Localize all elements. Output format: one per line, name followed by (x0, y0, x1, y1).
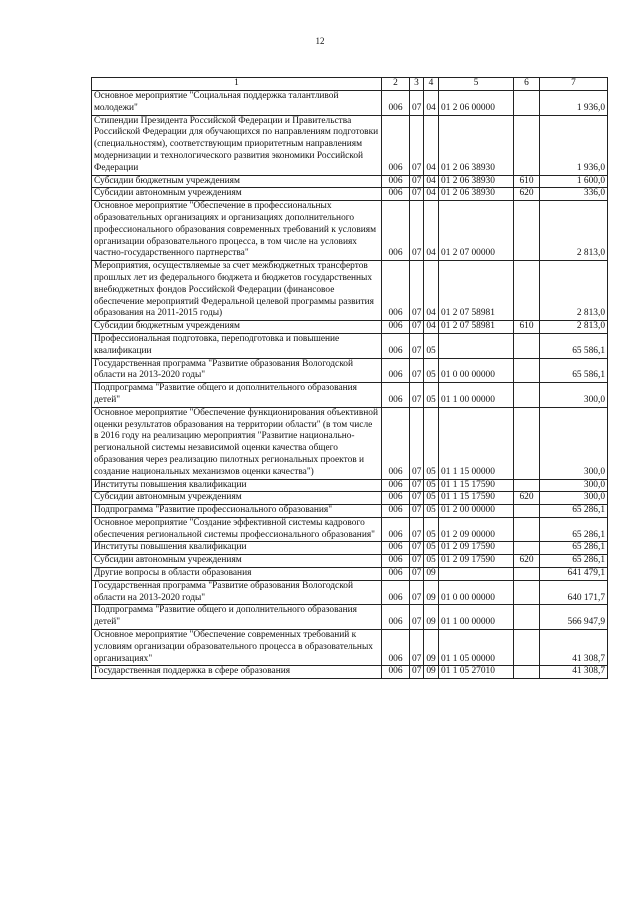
row-target-article-cell: 01 2 09 00000 (439, 517, 514, 542)
table-row (92, 555, 608, 568)
row-name-cell: Субсидии автономным учреждениям (92, 555, 382, 568)
column-header-1: 1 (92, 78, 382, 91)
row-subsection-cell: 05 (424, 505, 439, 518)
row-expense-type-cell (514, 630, 540, 666)
header-row (92, 78, 608, 91)
row-section-cell: 07 (410, 555, 424, 568)
row-name-cell: Институты повышения квалификации (92, 479, 382, 492)
table-row (92, 568, 608, 581)
row-target-article-cell: 01 2 09 17590 (439, 555, 514, 568)
row-section-cell: 07 (410, 261, 424, 321)
row-section-cell: 07 (410, 407, 424, 479)
row-amount-cell: 1 936,0 (540, 115, 608, 175)
row-grbs-cell: 006 (382, 542, 410, 555)
column-header-4: 4 (424, 78, 439, 91)
row-subsection-cell: 05 (424, 407, 439, 479)
row-section-cell: 07 (410, 605, 424, 630)
row-target-article-cell: 01 1 00 00000 (439, 383, 514, 408)
row-subsection-cell: 04 (424, 91, 439, 116)
row-name-cell: Субсидии автономным учреждениям (92, 492, 382, 505)
row-name-cell: Основное мероприятие "Обеспечение современных требований к условиям организации образовательного процесса в образовательных организациях" (92, 630, 382, 666)
row-name-cell: Основное мероприятие "Обеспечение в профессиональных образовательных организациях и организациях дополнительного профессионального образования современных требований к условиям организации образовательного процесса, в том числе на условиях частно-государственного партнерства" (92, 201, 382, 261)
row-target-article-cell: 01 2 06 00000 (439, 91, 514, 116)
row-subsection-cell: 05 (424, 555, 439, 568)
row-subsection-cell: 04 (424, 321, 439, 334)
row-amount-cell: 65 286,1 (540, 505, 608, 518)
row-amount-cell: 41 308,7 (540, 630, 608, 666)
row-target-article-cell (439, 568, 514, 581)
row-target-article-cell: 01 1 15 17590 (439, 479, 514, 492)
row-subsection-cell: 05 (424, 333, 439, 358)
row-target-article-cell: 01 2 07 00000 (439, 201, 514, 261)
column-header-6: 6 (514, 78, 540, 91)
row-expense-type-cell (514, 407, 540, 479)
table-row (92, 542, 608, 555)
row-section-cell: 07 (410, 175, 424, 188)
row-name-cell: Профессиональная подготовка, переподготовка и повышение квалификации (92, 333, 382, 358)
table-row (92, 201, 608, 261)
row-name-cell: Основное мероприятие "Обеспечение функционирования объективной оценки результатов образования на территории области" (в том числе в 2016 году на реализацию мероприятия "Развитие национально-региональной системы независимой оценки качества общего образования через реализацию пилотных региональных проектов и создание национальных механизмов оценки качества") (92, 407, 382, 479)
row-amount-cell: 336,0 (540, 188, 608, 201)
row-grbs-cell: 006 (382, 605, 410, 630)
row-section-cell: 07 (410, 505, 424, 518)
row-amount-cell: 300,0 (540, 479, 608, 492)
row-name-cell: Другие вопросы в области образования (92, 568, 382, 581)
row-section-cell: 07 (410, 479, 424, 492)
row-section-cell: 07 (410, 91, 424, 116)
row-target-article-cell: 01 1 15 17590 (439, 492, 514, 505)
row-grbs-cell: 006 (382, 91, 410, 116)
row-target-article-cell: 01 2 07 58981 (439, 261, 514, 321)
row-expense-type-cell: 620 (514, 555, 540, 568)
row-grbs-cell: 006 (382, 517, 410, 542)
row-name-cell: Подпрограмма "Развитие общего и дополнительного образования детей" (92, 605, 382, 630)
row-amount-cell: 2 813,0 (540, 261, 608, 321)
row-section-cell: 07 (410, 383, 424, 408)
row-amount-cell: 65 586,1 (540, 333, 608, 358)
row-grbs-cell: 006 (382, 333, 410, 358)
row-section-cell: 07 (410, 568, 424, 581)
row-expense-type-cell (514, 358, 540, 383)
row-subsection-cell: 05 (424, 383, 439, 408)
row-target-article-cell: 01 2 06 38930 (439, 175, 514, 188)
row-expense-type-cell (514, 505, 540, 518)
row-amount-cell: 2 813,0 (540, 321, 608, 334)
row-subsection-cell: 04 (424, 188, 439, 201)
table-row (92, 492, 608, 505)
row-target-article-cell: 01 2 06 38930 (439, 188, 514, 201)
row-amount-cell: 65 286,1 (540, 517, 608, 542)
row-grbs-cell: 006 (382, 175, 410, 188)
table-row (92, 630, 608, 666)
row-subsection-cell: 09 (424, 580, 439, 605)
table-row (92, 115, 608, 175)
row-subsection-cell: 09 (424, 630, 439, 666)
row-name-cell: Субсидии бюджетным учреждениям (92, 175, 382, 188)
row-expense-type-cell (514, 333, 540, 358)
row-target-article-cell: 01 1 05 27010 (439, 666, 514, 679)
row-expense-type-cell (514, 580, 540, 605)
row-name-cell: Субсидии автономным учреждениям (92, 188, 382, 201)
row-expense-type-cell: 620 (514, 492, 540, 505)
row-name-cell: Основное мероприятие "Создание эффективной системы кадрового обеспечения региональной системы профессионального образования" (92, 517, 382, 542)
row-expense-type-cell (514, 568, 540, 581)
row-subsection-cell: 04 (424, 175, 439, 188)
row-amount-cell: 2 813,0 (540, 201, 608, 261)
row-grbs-cell: 006 (382, 321, 410, 334)
row-target-article-cell: 01 2 06 38930 (439, 115, 514, 175)
table-row (92, 666, 608, 679)
table-row (92, 505, 608, 518)
row-name-cell: Государственная программа "Развитие образования Вологодской области на 2013-2020 годы" (92, 358, 382, 383)
column-header-3: 3 (410, 78, 424, 91)
table-row (92, 321, 608, 334)
row-expense-type-cell (514, 261, 540, 321)
row-subsection-cell: 05 (424, 517, 439, 542)
row-target-article-cell: 01 2 00 00000 (439, 505, 514, 518)
row-section-cell: 07 (410, 542, 424, 555)
row-subsection-cell: 09 (424, 568, 439, 581)
row-section-cell: 07 (410, 358, 424, 383)
row-target-article-cell: 01 1 15 00000 (439, 407, 514, 479)
row-subsection-cell: 05 (424, 358, 439, 383)
row-name-cell: Мероприятия, осуществляемые за счет межбюджетных трансфертов прошлых лет из федерального бюджета и бюджетов государственных внебюджетных фондов Российской Федерации (финансовое обеспечение мероприятий Федеральной целевой программы развития образования на 2011-2015 годы) (92, 261, 382, 321)
row-grbs-cell: 006 (382, 479, 410, 492)
table-row (92, 517, 608, 542)
row-grbs-cell: 006 (382, 115, 410, 175)
column-header-5: 5 (439, 78, 514, 91)
row-amount-cell: 65 586,1 (540, 358, 608, 383)
row-expense-type-cell (514, 383, 540, 408)
row-grbs-cell: 006 (382, 261, 410, 321)
table-body (92, 91, 608, 679)
table-row (92, 175, 608, 188)
table-row (92, 261, 608, 321)
row-expense-type-cell: 610 (514, 175, 540, 188)
row-section-cell: 07 (410, 630, 424, 666)
row-expense-type-cell (514, 542, 540, 555)
row-expense-type-cell (514, 115, 540, 175)
row-section-cell: 07 (410, 188, 424, 201)
row-grbs-cell: 006 (382, 630, 410, 666)
row-grbs-cell: 006 (382, 568, 410, 581)
row-name-cell: Стипендии Президента Российской Федерации и Правительства Российской Федерации для обучающихся по направлениям подготовки (специальностям), соответствующим приоритетным направлениям модернизации и технологического развития экономики Российской Федерации (92, 115, 382, 175)
row-grbs-cell: 006 (382, 555, 410, 568)
row-expense-type-cell (514, 517, 540, 542)
budget-table (91, 77, 608, 679)
row-expense-type-cell: 620 (514, 188, 540, 201)
table-row (92, 383, 608, 408)
row-amount-cell: 65 286,1 (540, 555, 608, 568)
table-row (92, 358, 608, 383)
column-header-7: 7 (540, 78, 608, 91)
row-amount-cell: 300,0 (540, 492, 608, 505)
row-grbs-cell: 006 (382, 666, 410, 679)
row-name-cell: Основное мероприятие "Социальная поддержка талантливой молодежи" (92, 91, 382, 116)
page-number: 12 (315, 36, 325, 46)
row-name-cell: Институты повышения квалификации (92, 542, 382, 555)
row-expense-type-cell (514, 666, 540, 679)
row-subsection-cell: 09 (424, 666, 439, 679)
row-name-cell: Государственная программа "Развитие образования Вологодской области на 2013-2020 годы" (92, 580, 382, 605)
row-amount-cell: 641 479,1 (540, 568, 608, 581)
row-name-cell: Субсидии бюджетным учреждениям (92, 321, 382, 334)
row-amount-cell: 300,0 (540, 407, 608, 479)
row-name-cell: Подпрограмма "Развитие общего и дополнительного образования детей" (92, 383, 382, 408)
row-name-cell: Подпрограмма "Развитие профессионального образования" (92, 505, 382, 518)
table-row (92, 333, 608, 358)
row-amount-cell: 300,0 (540, 383, 608, 408)
row-section-cell: 07 (410, 492, 424, 505)
row-target-article-cell: 01 1 05 00000 (439, 630, 514, 666)
row-expense-type-cell (514, 201, 540, 261)
table-row (92, 605, 608, 630)
row-expense-type-cell (514, 605, 540, 630)
row-section-cell: 07 (410, 580, 424, 605)
row-target-article-cell: 01 2 09 17590 (439, 542, 514, 555)
row-section-cell: 07 (410, 321, 424, 334)
table-row (92, 91, 608, 116)
row-expense-type-cell (514, 91, 540, 116)
row-subsection-cell: 04 (424, 115, 439, 175)
row-subsection-cell: 09 (424, 605, 439, 630)
row-section-cell: 07 (410, 333, 424, 358)
row-subsection-cell: 05 (424, 479, 439, 492)
row-subsection-cell: 05 (424, 492, 439, 505)
row-grbs-cell: 006 (382, 201, 410, 261)
row-subsection-cell: 04 (424, 261, 439, 321)
row-name-cell: Государственная поддержка в сфере образования (92, 666, 382, 679)
row-amount-cell: 41 308,7 (540, 666, 608, 679)
table-row (92, 479, 608, 492)
row-grbs-cell: 006 (382, 358, 410, 383)
row-amount-cell: 1 936,0 (540, 91, 608, 116)
row-target-article-cell: 01 2 07 58981 (439, 321, 514, 334)
row-section-cell: 07 (410, 115, 424, 175)
row-section-cell: 07 (410, 517, 424, 542)
row-amount-cell: 65 286,1 (540, 542, 608, 555)
row-expense-type-cell (514, 479, 540, 492)
row-amount-cell: 640 171,7 (540, 580, 608, 605)
row-section-cell: 07 (410, 201, 424, 261)
row-subsection-cell: 05 (424, 542, 439, 555)
table-row (92, 188, 608, 201)
table-row (92, 580, 608, 605)
row-expense-type-cell: 610 (514, 321, 540, 334)
row-amount-cell: 1 600,0 (540, 175, 608, 188)
row-target-article-cell: 01 0 00 00000 (439, 580, 514, 605)
row-grbs-cell: 006 (382, 383, 410, 408)
row-subsection-cell: 04 (424, 201, 439, 261)
row-grbs-cell: 006 (382, 505, 410, 518)
row-grbs-cell: 006 (382, 188, 410, 201)
column-header-2: 2 (382, 78, 410, 91)
table-row (92, 407, 608, 479)
row-target-article-cell (439, 333, 514, 358)
row-grbs-cell: 006 (382, 580, 410, 605)
row-grbs-cell: 006 (382, 492, 410, 505)
row-target-article-cell: 01 0 00 00000 (439, 358, 514, 383)
row-amount-cell: 566 947,9 (540, 605, 608, 630)
row-section-cell: 07 (410, 666, 424, 679)
row-target-article-cell: 01 1 00 00000 (439, 605, 514, 630)
row-grbs-cell: 006 (382, 407, 410, 479)
